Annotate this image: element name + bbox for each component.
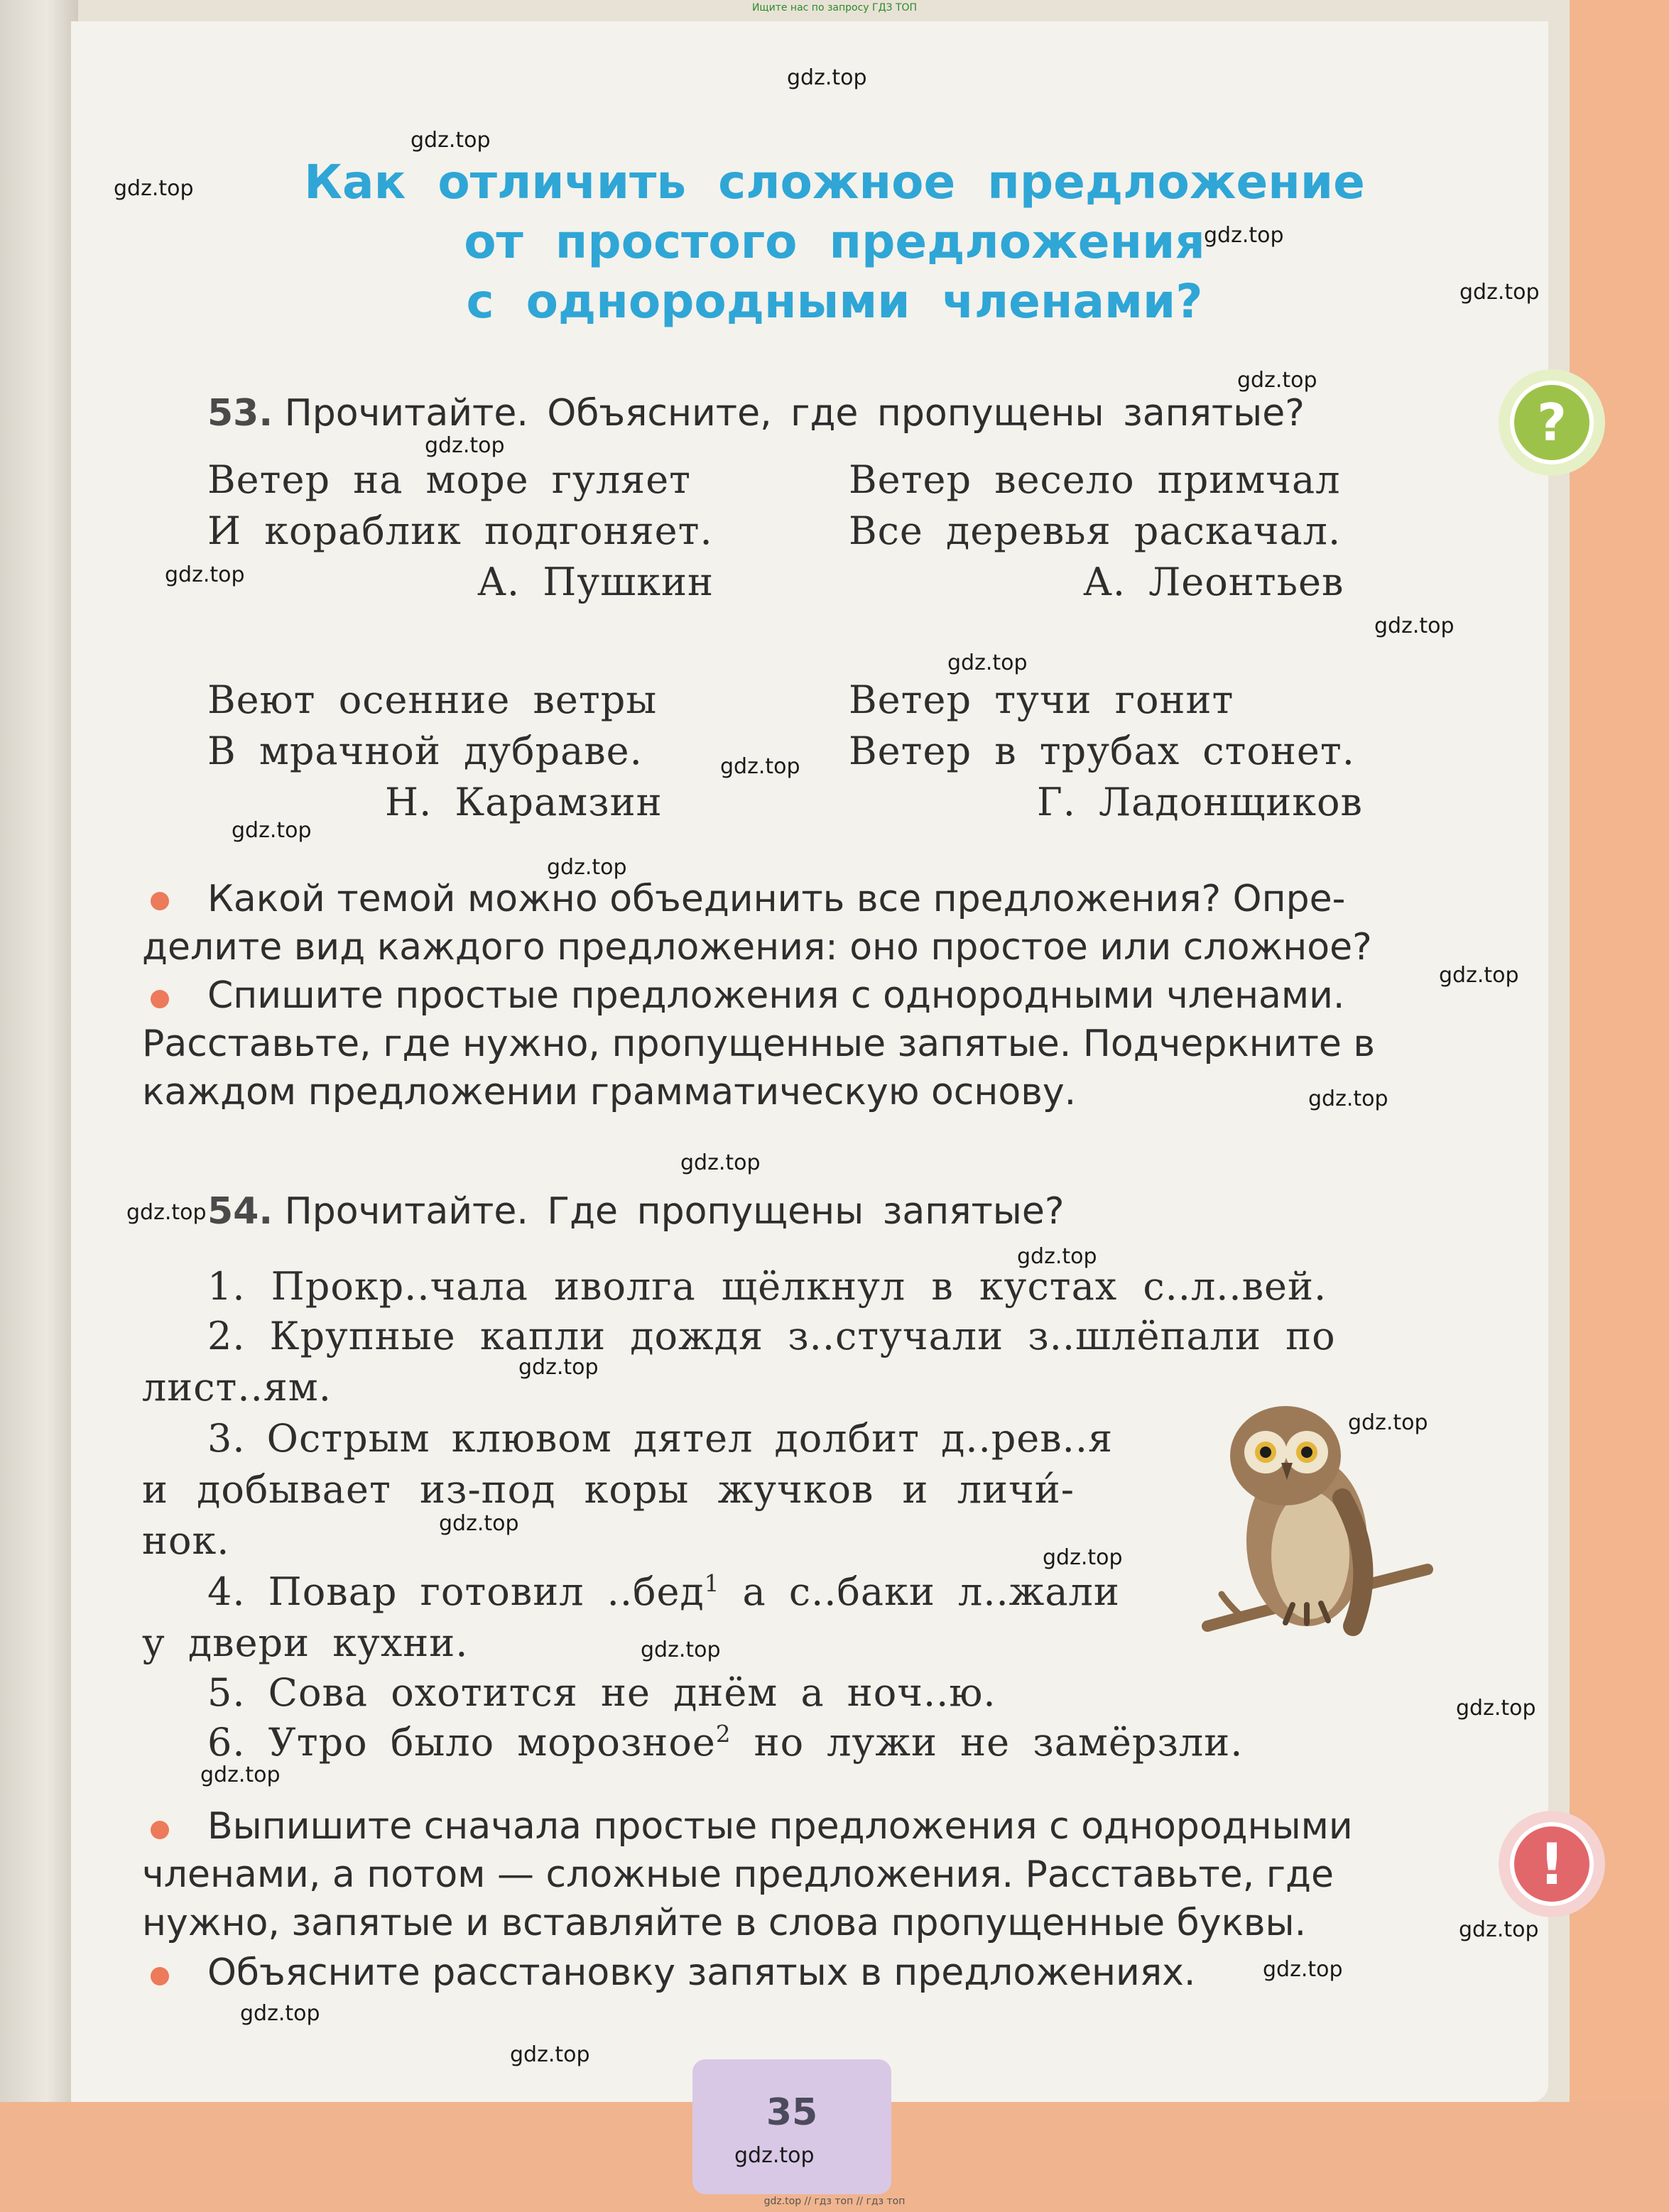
bullet [151,1967,169,1985]
watermark: gdz.top [720,754,800,779]
watermark: gdz.top [1459,280,1540,305]
poem-3: Веют осенние ветры В мрачной дубраве. Н. Карамзин [207,677,663,824]
watermark: gdz.top [114,176,194,201]
bullet [151,990,169,1008]
sentence-1: 1. Прокр..чала иволга щёлкнул в кустах с..л..вей. [207,1264,1327,1309]
watermark: gdz.top [734,2143,815,2168]
watermark: gdz.top [240,2001,320,2026]
watermark: gdz.top [425,433,505,458]
watermark: gdz.top [947,650,1028,675]
watermark: gdz.top [680,1150,761,1175]
watermark: gdz.top [1204,223,1284,248]
watermark: gdz.top [439,1511,519,1536]
watermark: gdz.top [1237,368,1317,393]
sentence-2-cont: лист..ям. [142,1365,332,1410]
page-number: 35 [766,2091,818,2134]
watermark: gdz.top [547,855,627,880]
watermark: gdz.top [1456,1696,1536,1721]
exercise-54-task: 54. Прочитайте. Где пропущены запятые? [207,1190,1065,1233]
watermark: gdz.top [165,562,245,587]
sentence-3-cont: и добывает из-под коры жучков и личи́- [142,1467,1075,1512]
ex53-question-1-line-2: делите вид каждого предложения: оно простое или сложное? [142,926,1372,969]
watermark: gdz.top [1439,963,1519,988]
watermark: gdz.top [126,1200,207,1225]
watermark: gdz.top [1043,1545,1123,1570]
watermark: gdz.top [411,128,491,153]
poem-4: Ветер тучи гонит Ветер в трубах стонет. Г. Ладонщиков [849,677,1363,824]
poem-2: Ветер весело примчал Все деревья раскачал. А. Леонтьев [849,457,1344,604]
watermark: gdz.top [518,1355,599,1380]
ex53-question-2-line-3: каждом предложении грамматическую основу. [142,1071,1077,1113]
header-note: Ищите нас по запросу ГДЗ ТОП [751,2,918,13]
ex54-question-1-line-1: Выпишите сначала простые предложения с однородными [207,1805,1353,1848]
ex54-question-2: Объясните расстановку запятых в предложениях. [207,1951,1196,1994]
sentence-5: 5. Сова охотится не днём а ноч..ю. [207,1670,996,1715]
watermark: gdz.top [1263,1957,1343,1982]
sentence-3: 3. Острым клювом дятел долбит д..рев..я [207,1416,1114,1461]
watermark: gdz.top [1348,1410,1428,1435]
ex53-question-2-line-2: Расставьте, где нужно, пропущенные запятые. Подчеркните в [142,1023,1376,1065]
watermark: gdz.top [787,65,867,90]
sentence-4: 4. Повар готовил ..бед$^1$ а с..баки л..жали [207,1569,1120,1614]
watermark: gdz.top [232,818,312,843]
exercise-53-task: 53. Прочитайте. Объясните, где пропущены запятые? [207,392,1305,435]
sentence-4-cont: у двери кухни. [142,1620,469,1665]
watermark: gdz.top [200,1762,281,1787]
watermark: gdz.top [1017,1244,1097,1269]
book-spine [0,0,78,2212]
poem-1: Ветер на море гуляет И кораблик подгоняет. А. Пушкин [207,457,714,604]
watermark: gdz.top [641,1638,721,1662]
watermark: gdz.top [1459,1917,1539,1942]
footer-note: gdz.top // гдз топ // гдз топ [763,2196,906,2207]
ex54-question-1-line-2: членами, а потом — сложные предложения. Расставьте, где [142,1853,1334,1896]
bullet [151,892,169,910]
sentence-2: 2. Крупные капли дождя з..стучали з..шлёпали по [207,1314,1336,1358]
sentence-6: 6. Утро было морозное$^2$ но лужи не замёрзли. [207,1720,1244,1765]
watermark: gdz.top [1374,614,1455,638]
ex53-question-2-line-1: Спишите простые предложения с однородными членами. [207,974,1345,1017]
watermark: gdz.top [510,2042,590,2067]
bullet [151,1821,169,1839]
question-icon: ? [1499,369,1605,476]
sentence-3-end: нок. [142,1518,230,1563]
exclamation-icon: ! [1499,1811,1605,1917]
ex53-question-1-line-1: Какой темой можно объединить все предложения? Опре- [207,878,1346,920]
ex54-question-1-line-3: нужно, запятые и вставляйте в слова пропущенные буквы. [142,1902,1307,1944]
page-title: Как отличить сложное предложение от простого предложения с однородными членами? [304,155,1365,329]
watermark: gdz.top [1308,1086,1388,1111]
